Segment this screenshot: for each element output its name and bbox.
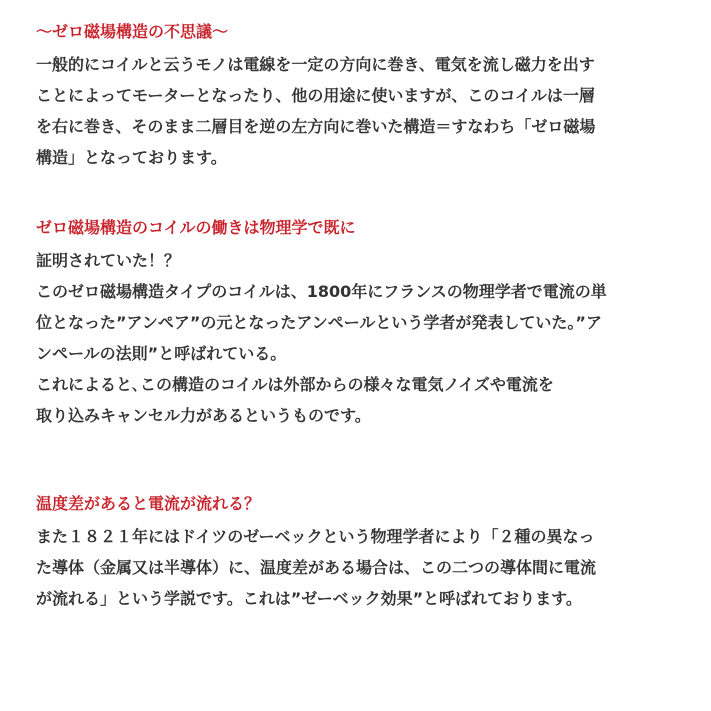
text-line: を右に巻き、そのまま二層目を逆の左方向に巻いた構造＝すなわち「ゼロ磁場: [36, 117, 596, 136]
text-line: が流れる」という学説です。これは”ゼーベック効果”と呼ばれております。: [36, 589, 582, 608]
text-line: ンペールの法則”と呼ばれている。: [36, 344, 287, 363]
section-heading: ゼロ磁場構造のコイルの働きは物理学で既に: [36, 218, 356, 237]
text-line: このゼロ磁場構造タイプのコイルは、1800年にフランスの物理学者で電流の単: [36, 282, 607, 301]
section-paragraph: [36, 49, 595, 173]
section-paragraph: [36, 521, 596, 614]
text-line: これによると､この構造のコイルは外部からの様々な電気ノイズや電流を: [36, 375, 554, 394]
section-paragraph: [36, 245, 607, 431]
text-line: た導体（金属又は半導体）に、温度差がある場合は、この二つの導体間に電流: [36, 558, 597, 577]
section-coil-physics: [36, 216, 607, 431]
text-line: 構造」となっております。: [36, 148, 227, 167]
text-line: ことによってモーターとなったり、他の用途に使いますが、このコイルは一層: [36, 86, 595, 105]
text-line: 位となった”アンペア”の元となったアンペールという学者が発表していた。”ア: [36, 313, 602, 332]
text-line: 証明されていた！？: [36, 251, 181, 270]
section-heading: 〜ゼロ磁場構造の不思議〜: [36, 22, 229, 41]
text-line: また１８２１年にはドイツのゼーベックという物理学者により「２種の異なっ: [36, 527, 595, 546]
section-heading: 温度差があると電流が流れる？: [36, 494, 261, 513]
section-seebeck-effect: [36, 492, 596, 614]
section-zero-magnetic-structure: [36, 20, 595, 173]
text-line: 一般的にコイルと云うモノは電線を一定の方向に巻き、電気を流し磁力を出す: [36, 55, 595, 74]
text-line: 取り込みキャンセル力があるというものです。: [36, 406, 371, 425]
